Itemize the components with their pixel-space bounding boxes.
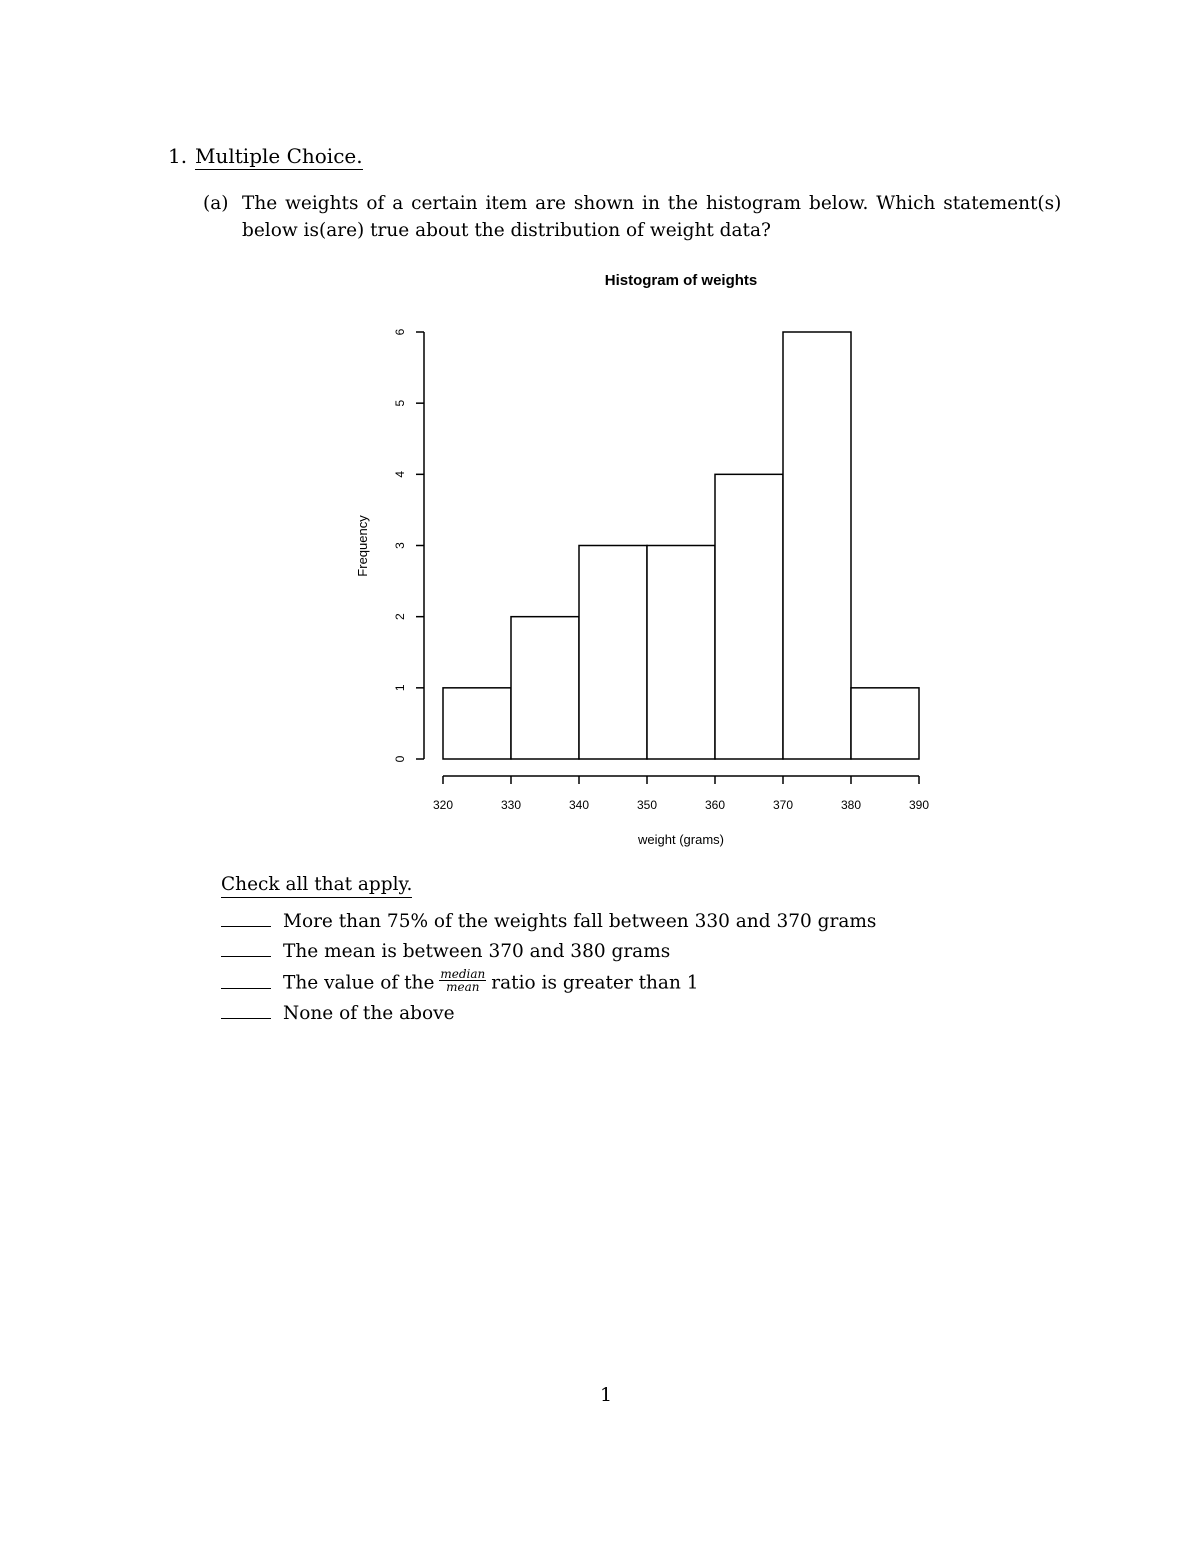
y-tick-label: 0 bbox=[393, 755, 407, 763]
option-2 bbox=[221, 940, 670, 964]
x-tick-label: 340 bbox=[568, 798, 590, 812]
histogram-bar bbox=[783, 332, 851, 759]
histogram-bar bbox=[579, 546, 647, 760]
histogram-bar bbox=[443, 688, 511, 759]
option-3 bbox=[221, 967, 699, 996]
option-1 bbox=[221, 910, 876, 934]
histogram-bar bbox=[511, 617, 579, 759]
x-tick-label: 370 bbox=[772, 798, 794, 812]
y-axis-label: Frequency bbox=[355, 515, 370, 577]
histogram-bar bbox=[851, 688, 919, 759]
histogram-chart bbox=[330, 262, 970, 862]
part-label: (a) bbox=[203, 193, 229, 214]
histogram-bar bbox=[715, 474, 783, 759]
x-tick-label: 350 bbox=[636, 798, 658, 812]
option-1-text: More than 75% of the weights fall between 330 and 370 grams bbox=[283, 911, 877, 932]
x-tick-label: 360 bbox=[704, 798, 726, 812]
y-axis bbox=[393, 328, 424, 762]
histogram-bar bbox=[647, 546, 715, 760]
median-mean-fraction bbox=[439, 968, 486, 993]
part-text-line-1: The weights of a certain item are shown in the histogram below. Which statement(s) bbox=[242, 193, 1062, 214]
part-text-line-2: below is(are) true about the distribution of weight data? bbox=[242, 220, 771, 241]
chart-title: Histogram of weights bbox=[604, 272, 758, 289]
x-axis bbox=[433, 776, 929, 812]
x-tick-label: 330 bbox=[500, 798, 522, 812]
y-tick-label: 6 bbox=[393, 328, 407, 336]
page-number: 1 bbox=[599, 1384, 613, 1406]
answer-blank-4[interactable] bbox=[221, 1002, 271, 1019]
answer-blank-3[interactable] bbox=[221, 972, 271, 989]
fraction-numerator: median bbox=[440, 967, 486, 981]
answer-blank-1[interactable] bbox=[221, 910, 271, 927]
y-tick-label: 5 bbox=[393, 399, 407, 407]
question-number: 1. bbox=[168, 144, 188, 168]
x-axis-label: weight (grams) bbox=[638, 832, 724, 847]
bars-group bbox=[443, 332, 919, 759]
y-tick-label: 2 bbox=[393, 613, 407, 621]
option-2-text: The mean is between 370 and 380 grams bbox=[283, 941, 671, 962]
y-tick-label: 4 bbox=[393, 470, 407, 478]
x-tick-label: 390 bbox=[908, 798, 930, 812]
option-4 bbox=[221, 1002, 455, 1026]
answer-blank-2[interactable] bbox=[221, 940, 271, 957]
x-tick-label: 380 bbox=[840, 798, 862, 812]
option-4-text: None of the above bbox=[283, 1003, 455, 1024]
y-tick-label: 1 bbox=[393, 684, 407, 692]
question-title: Multiple Choice. bbox=[195, 144, 363, 168]
fraction-denominator: mean bbox=[446, 980, 480, 994]
check-all-title: Check all that apply. bbox=[221, 873, 412, 898]
option-3-suffix: ratio is greater than 1 bbox=[491, 972, 699, 994]
y-tick-label: 3 bbox=[393, 542, 407, 549]
option-3-prefix: The value of the bbox=[283, 972, 435, 994]
x-tick-label: 320 bbox=[432, 798, 454, 812]
